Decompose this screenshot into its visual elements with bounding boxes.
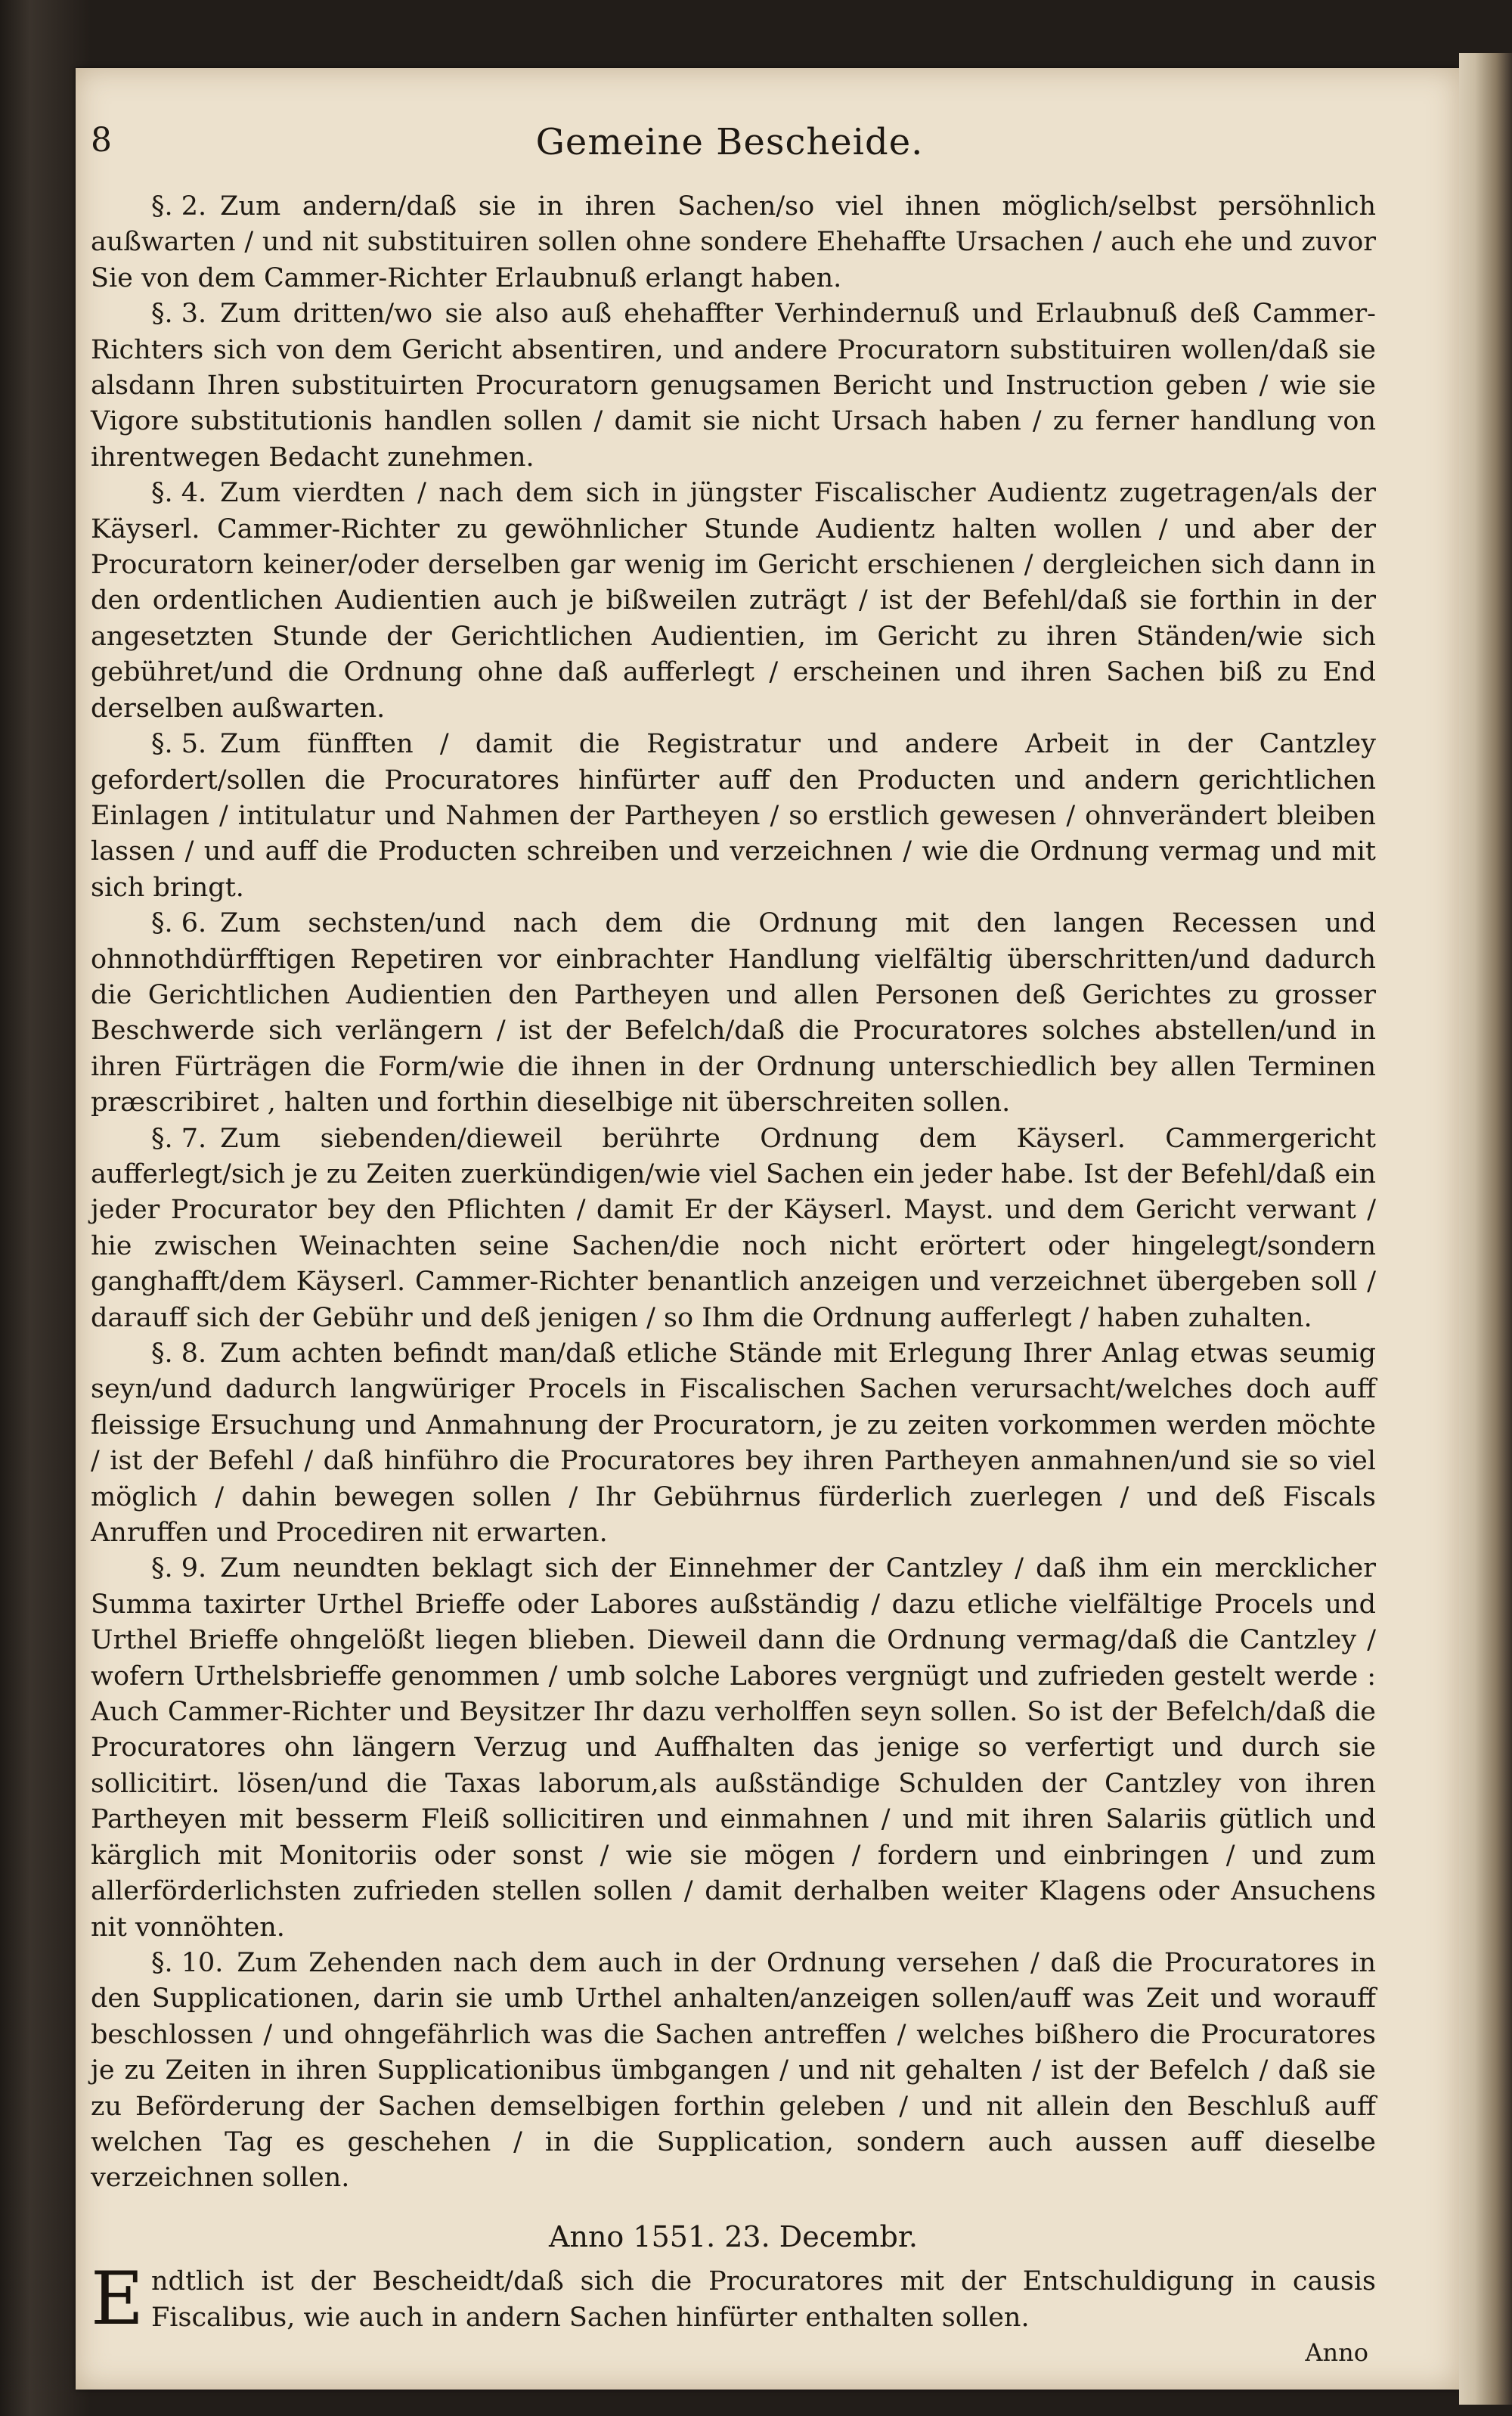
paragraph-6	[91, 906, 1376, 1121]
section-mark: §. 6.	[151, 908, 207, 939]
paragraph-text: Zum andern/daß sie in ihren Sachen/so viel ihnen möglich/selbst persöhnlich außwarten / und nit substituiren sollen ohne sondere Ehehaffte Ursachen / auch ehe und zuvor Sie von dem Cammer-Richter Erlaubnuß erlangt haben.	[91, 191, 1376, 293]
paragraph-4	[91, 476, 1376, 727]
paragraph-10	[91, 1946, 1376, 2197]
paragraph-text: Zum fünfften / damit die Registratur und andere Arbeit in der Cantzley gefordert/sollen die Procuratores hinfürter auff den Producten und andern gerichtlichen Einlagen / intitulatur und Nahmen der Partheyen / so erstlich gewesen / ohnverändert bleiben lassen / und auff die Producten schreiben und verzeichnen / wie die Ordnung vermag und mit sich bringt.	[91, 729, 1376, 903]
date-heading: Anno 1551. 23. Decembr.	[549, 2219, 918, 2253]
paragraph-text: Zum achten befindt man/daß etliche Stände mit Erlegung Ihrer Anlag etwas seumig seyn/und dadurch langwüriger Procels in Fiscalischen Sachen verursacht/welches doch auff fleissige Ersuchung und Anmahnung der Procuratorn, je zu zeiten vorkommen werden möchte / ist der Befehl / daß hinführo die Procuratores bey ihren Partheyen anmahnen/und sie so viel möglich / dahin bewegen sollen / Ihr Gebührnus fürderlich zuerlegen / und deß Fiscals Anruffen und Procediren nit erwarten.	[91, 1338, 1376, 1549]
paragraph-text: Zum neundten beklagt sich der Einnehmer der Cantzley / daß ihm ein mercklicher Summa taxirter Urthel Brieffe oder Labores außständig / dazu etliche vielfältige Procels und Urthel Brieffe ohngelößt liegen blieben. Dieweil dann die Ordnung vermag/daß die Cantzley / wofern Urthelsbrieffe genommen / umb solche Labores vergnügt und zufrieden gestelt werde : Auch Cammer-Richter und Beysitzer Ihr dazu verholffen seyn sollen. So ist der Befelch/daß die Procuratores ohn längern Verzug und Auffhalten das jenige so verfertigt und durch sie sollicitirt. lösen/und die Taxas laborum,als außständige Schulden der Cantzley von ihren Partheyen mit besserm Fleiß sollicitiren und einmahnen / und mit ihren Salariis gütlich und kärglich mit Monitoriis oder sonst / wie sie mögen / fordern und einbringen / und zum allerförderlichsten zufrieden stellen sollen / damit derhalben weiter Klagens oder Ansuchens nit vonnöhten.	[91, 1553, 1376, 1943]
page-header	[91, 121, 1368, 181]
paragraph-text: Zum dritten/wo sie also auß ehehaffter Verhindernuß und Erlaubnuß deß Cammer-Richters sich von dem Gericht absentiren, und andere Procuratorn substituiren wollen/daß sie alsdann Ihren substituirten Procuratorn genugsamen Bericht und Instruction geben / wie sie Vigore substitutionis handlen sollen / damit sie nicht Ursach haben / zu ferner handlung von ihrentwegen Bedacht zunehmen.	[91, 299, 1376, 473]
final-paragraph	[91, 2256, 1376, 2367]
body-text	[91, 189, 1376, 2367]
section-mark: §. 3.	[151, 299, 207, 330]
page-number: 8	[91, 121, 112, 160]
paragraph-text: Zum Zehenden nach dem auch in der Ordnung versehen / daß die Procuratores in den Supplicationen, darin sie umb Urthel anhalten/anzeigen sollen/auff was Zeit und worauff beschlossen / und ohngefährlich was die Sachen antreffen / welches bißhero die Procuratores je zu Zeiten in ihren Supplicationibus ümbgangen / und nit gehalten / ist der Befelch / daß sie zu Beförderung der Sachen demselbigen forthin geleben / und nit allein den Beschluß auff welchen Tag es geschehen / in die Supplication, sondern auch aussen auff dieselbe verzeichnen sollen.	[91, 1947, 1376, 2194]
running-title: Gemeine Bescheide.	[535, 121, 924, 163]
section-mark: §. 2.	[151, 191, 207, 222]
drop-initial: E	[91, 2256, 144, 2342]
section-mark: §. 10.	[151, 1947, 224, 1978]
page-edges	[1459, 53, 1512, 2405]
section-mark: §. 9.	[151, 1553, 207, 1584]
final-paragraph-text: ndtlich ist der Bescheidt/daß sich die Procuratores mit der Entschuldigung in causis Fiscalibus, wie auch in andern Sachen hinfürter enthalten sollen.	[151, 2266, 1376, 2333]
paragraph-text: Zum siebenden/dieweil berührte Ordnung dem Käyserl. Cammergericht aufferlegt/sich je zu Zeiten zuerkündigen/wie viel Sachen ein jeder habe. Ist der Befehl/daß ein jeder Procurator bey den Pflichten / damit Er der Käyserl. Mayst. und dem Gericht verwant / hie zwischen Weinachten seine Sachen/die noch nicht erörtert oder hingelegt/sondern ganghafft/dem Käyserl. Cammer-Richter benantlich anzeigen und verzeichnet übergeben soll / darauff sich der Gebühr und deß jenigen / so Ihm die Ordnung aufferlegt / haben zuhalten.	[91, 1123, 1376, 1333]
paragraph-2	[91, 189, 1376, 296]
section-mark: §. 7.	[151, 1123, 207, 1154]
paragraph-7	[91, 1121, 1376, 1336]
catchword: Anno	[1305, 2337, 1368, 2367]
paragraph-8	[91, 1336, 1376, 1551]
paragraph-5	[91, 727, 1376, 906]
section-mark: §. 5.	[151, 729, 207, 760]
paragraph-9	[91, 1551, 1376, 1945]
paragraph-3	[91, 296, 1376, 476]
paragraph-text: Zum sechsten/und nach dem die Ordnung mit den langen Recessen und ohnnothdürfftigen Repetiren vor einbrachter Handlung vielfältig überschritten/und dadurch die Gerichtlichen Audientien den Partheyen und allen Personen deß Gerichtes zu grosser Beschwerde sich verlängern / ist der Befelch/daß die Procuratores solches abstellen/und in ihren Fürträgen die Form/wie die ihnen in der Ordnung unterschiedlich bey allen Terminen præscribiret , halten und forthin dieselbige nit überschreiten sollen.	[91, 908, 1376, 1118]
section-mark: §. 8.	[151, 1338, 207, 1369]
section-mark: §. 4.	[151, 478, 207, 509]
paragraph-text: Zum vierdten / nach dem sich in jüngster Fiscalischer Audientz zugetragen/als der Käyserl. Cammer-Richter zu gewöhnlicher Stunde Audientz halten wollen / und aber der Procuratorn keiner/oder derselben gar wenig im Gericht erschienen / dergleichen sich dann in den ordentlichen Audientien auch je bißweilen zuträgt / ist der Befehl/daß sie forthin in der angesetzten Stunde der Gerichtlichen Audientien, im Gericht zu ihren Ständen/wie sich gebühret/und die Ordnung ohne daß aufferlegt / erscheinen und ihren Sachen biß zu End derselben außwarten.	[91, 478, 1376, 724]
